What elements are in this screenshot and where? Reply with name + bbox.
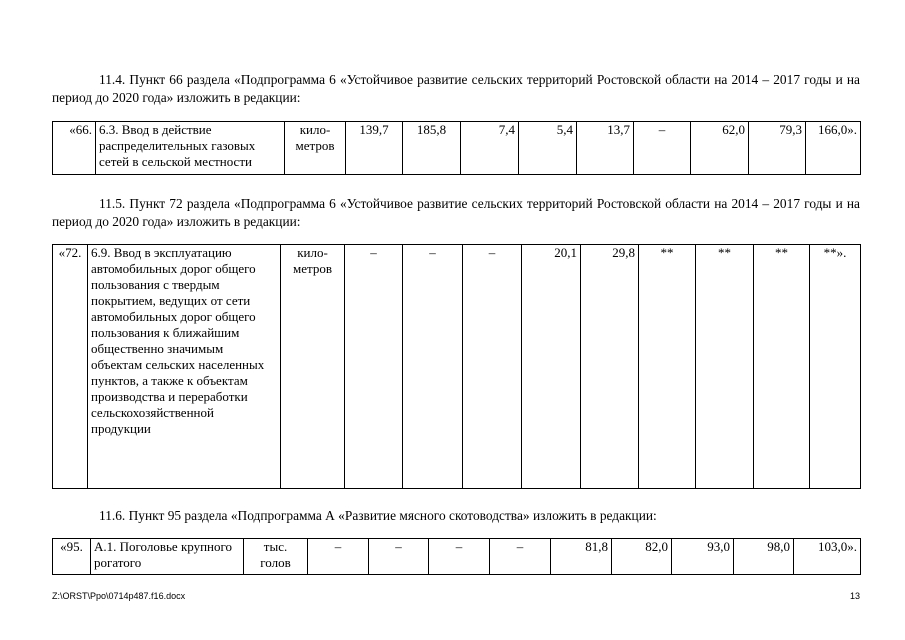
value-cell: 20,1 [522, 245, 581, 489]
paragraph-11-6: 11.6. Пункт 95 раздела «Подпрограмма А «Развитие мясного скотоводства» изложить в редакции: [99, 508, 657, 523]
row-number: «72. [53, 245, 88, 489]
value-cell: ** [696, 245, 754, 489]
value-cell: 185,8 [403, 122, 461, 175]
table-row-95 [52, 538, 861, 575]
value-cell: – [634, 122, 691, 175]
value-cell: – [345, 245, 403, 489]
paragraph-11-5: 11.5. Пункт 72 раздела «Подпрограмма 6 «Устойчивое развитие сельских территорий Ростовской области на 2014 – 2017 годы и на период до 2020 года» изложить в редакции: [52, 196, 860, 229]
value-cell: 81,8 [551, 539, 612, 575]
row-number: «66. [53, 122, 96, 175]
value-cell: **». [810, 245, 861, 489]
value-cell: 29,8 [581, 245, 639, 489]
value-cell: – [369, 539, 429, 575]
table-row-72 [52, 244, 861, 489]
value-cell: 103,0». [794, 539, 861, 575]
value-cell: – [308, 539, 369, 575]
value-cell: 93,0 [672, 539, 734, 575]
indicator-name: 6.9. Ввод в эксплуатацию автомобильных дорог общего пользования с твердым покрытием, ведущих от сети автомобильных дорог общего пользования к ближайшим общественно значимым объектам сельских населенных пунктов, а также к объектам производства и переработки сельскохозяйственной продукции [88, 245, 281, 489]
table-row-66 [52, 121, 861, 175]
value-cell: – [429, 539, 490, 575]
value-cell: 98,0 [734, 539, 794, 575]
value-cell: – [463, 245, 522, 489]
footer-file-path: Z:\ORST\Ppo\0714p487.f16.docx [52, 591, 186, 601]
unit-cell: кило-метров [281, 245, 345, 489]
value-cell: 82,0 [612, 539, 672, 575]
value-cell: ** [639, 245, 696, 489]
indicator-name: 6.3. Ввод в действие распределительных газовых сетей в сельской местности [96, 122, 285, 175]
unit-cell: кило-метров [285, 122, 346, 175]
value-cell: – [490, 539, 551, 575]
indicator-name: А.1. Поголовье крупного рогатого [91, 539, 244, 575]
value-cell: 62,0 [691, 122, 749, 175]
value-cell: ** [754, 245, 810, 489]
row-number: «95. [53, 539, 91, 575]
value-cell: 139,7 [346, 122, 403, 175]
page-number: 13 [849, 591, 860, 601]
value-cell: 13,7 [577, 122, 634, 175]
value-cell: 5,4 [519, 122, 577, 175]
value-cell: 79,3 [749, 122, 806, 175]
value-cell: 7,4 [461, 122, 519, 175]
value-cell: 166,0». [806, 122, 861, 175]
unit-cell: тыс. голов [244, 539, 308, 575]
paragraph-11-4: 11.4. Пункт 66 раздела «Подпрограмма 6 «Устойчивое развитие сельских территорий Ростовской области на 2014 – 2017 годы и на период до 2020 года» изложить в редакции: [52, 72, 860, 105]
value-cell: – [403, 245, 463, 489]
